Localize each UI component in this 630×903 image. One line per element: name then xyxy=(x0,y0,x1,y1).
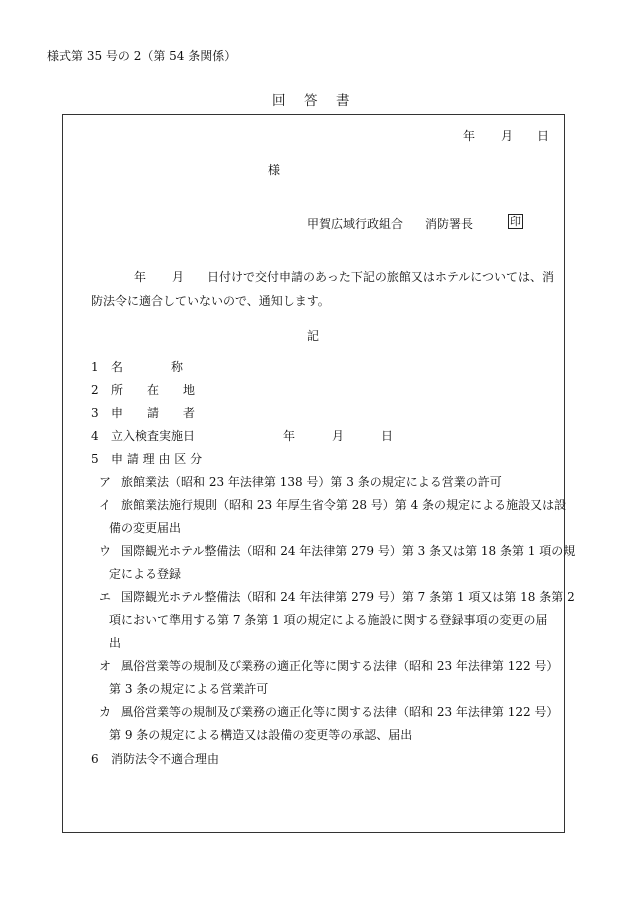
title-char: 書 xyxy=(336,93,350,109)
form-number-label: 様式第 35 号の 2（第 54 条関係） xyxy=(47,49,237,63)
ki-heading: 記 xyxy=(307,329,320,343)
sub-item-text: 出 xyxy=(109,636,122,650)
item-number: 5 xyxy=(91,452,99,466)
inspection-year-label: 年 xyxy=(283,429,296,443)
sub-item-mark: ア xyxy=(99,475,112,489)
sub-item-text: 旅館業法（昭和 23 年法律第 138 号）第 3 条の規定による営業の許可 xyxy=(121,475,502,489)
issuer-organization: 甲賀広域行政組合 xyxy=(307,217,404,231)
body-text-line-2: 防法令に適合していないので、通知します。 xyxy=(91,294,330,308)
item-label-inspection-date: 立入検査実施日 xyxy=(111,429,196,443)
sub-item-text: 定による登録 xyxy=(109,567,182,581)
body-year: 年 xyxy=(134,270,147,284)
item-number: 3 xyxy=(91,406,99,420)
title-char: 回 xyxy=(272,93,286,109)
seal-stamp: 印 xyxy=(510,215,521,228)
sub-item-text: 備の変更届出 xyxy=(109,521,182,535)
date-day-label: 日 xyxy=(537,129,550,143)
body-month: 月 xyxy=(172,270,185,284)
sub-item-mark: エ xyxy=(99,590,112,604)
addressee-honorific: 様 xyxy=(268,163,281,177)
sub-item-text: 風俗営業等の規制及び業務の適正化等に関する法律（昭和 23 年法律第 122 号） xyxy=(121,659,559,673)
sub-item-mark: イ xyxy=(99,498,112,512)
sub-item-text: 国際観光ホテル整備法（昭和 24 年法律第 279 号）第 7 条第 1 項又は第 18 条第 2 xyxy=(121,590,575,604)
item-label-name: 名 称 xyxy=(111,360,184,374)
sub-item-mark: ウ xyxy=(99,544,112,558)
item-number: 2 xyxy=(91,383,99,397)
sub-item-mark: カ xyxy=(99,705,112,719)
sub-item-text: 第 9 条の規定による構造又は設備の変更等の承認、届出 xyxy=(109,728,413,742)
item-label-reason-category: 申 請 理 由 区 分 xyxy=(111,452,203,466)
sub-item-text: 項において準用する第 7 条第 1 項の規定による施設に関する登録事項の変更の届 xyxy=(109,613,548,627)
item-label-address: 所 在 地 xyxy=(111,383,196,397)
item-number: 4 xyxy=(91,429,99,443)
inspection-day-label: 日 xyxy=(381,429,394,443)
issuer-title: 消防署長 xyxy=(425,217,474,231)
item-number: 6 xyxy=(91,752,99,766)
sub-item-text: 旅館業法施行規則（昭和 23 年厚生省令第 28 号）第 4 条の規定による施設又は設 xyxy=(121,498,567,512)
inspection-month-label: 月 xyxy=(332,429,345,443)
title-char: 答 xyxy=(304,93,318,109)
document-title xyxy=(272,95,368,109)
sub-item-text: 国際観光ホテル整備法（昭和 24 年法律第 279 号）第 3 条又は第 18 条第 1 項の規 xyxy=(121,544,576,558)
item-number: 1 xyxy=(91,360,99,374)
sub-item-mark: オ xyxy=(99,659,112,673)
sub-item-text: 風俗営業等の規制及び業務の適正化等に関する法律（昭和 23 年法律第 122 号） xyxy=(121,705,559,719)
body-text-line-1: 日付けで交付申請のあった下記の旅館又はホテルについては、消 xyxy=(207,270,555,284)
item-label-noncompliance-reason: 消防法令不適合理由 xyxy=(111,752,220,766)
date-year-label: 年 xyxy=(463,129,476,143)
item-label-applicant: 申 請 者 xyxy=(111,406,196,420)
sub-item-text: 第 3 条の規定による営業許可 xyxy=(109,682,269,696)
date-month-label: 月 xyxy=(501,129,514,143)
